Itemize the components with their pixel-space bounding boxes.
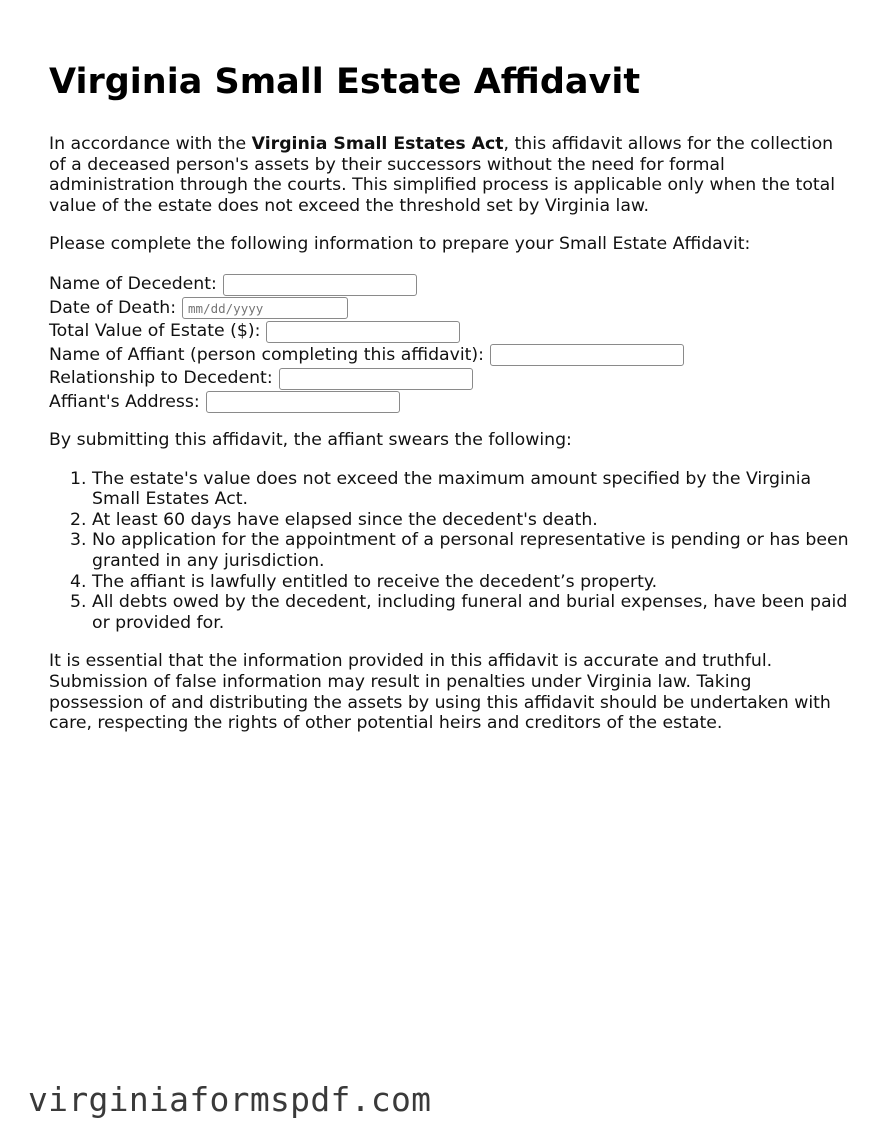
oath-item: 2. At least 60 days have elapsed since the decedent's death.	[92, 510, 849, 531]
instruction-text: Please complete the following information to prepare your Small Estate Affidavit:	[49, 234, 751, 255]
intro-text-after: , this affidavit allows for the collection of a deceased person's assets by their successors without the need for formal administration through the courts. This simplified process is applicable only when the total value of the estate does not exceed the threshold set by Virginia law.	[49, 134, 836, 216]
date-of-death-row	[49, 296, 849, 320]
intro-paragraph	[49, 134, 849, 216]
decedent-name-label: Name of Decedent:	[49, 274, 217, 295]
affidavit-page	[49, 58, 849, 752]
intro-act-name: Virginia Small Estates Act	[251, 134, 504, 154]
intro-text-before: In accordance with the	[49, 134, 252, 154]
oath-item: 4. The affiant is lawfully entitled to receive the decedent’s property.	[92, 572, 849, 593]
affiant-address-row	[49, 390, 849, 414]
relationship-label: Relationship to Decedent:	[49, 368, 273, 389]
affiant-address-label: Affiant's Address:	[49, 391, 200, 412]
affidavit-form	[49, 273, 849, 414]
affiant-name-label: Name of Affiant (person completing this affidavit):	[49, 344, 484, 365]
oath-item: 5. All debts owed by the decedent, including funeral and burial expenses, have been paid or provided for.	[92, 592, 849, 633]
closing-paragraph: It is essential that the information provided in this affidavit is accurate and truthful. Submission of false information may result in penalties under Virginia law. Taking possession of and distributing the assets by using this affidavit should be undertaken with care, respecting the rights of other potential heirs and creditors of the estate.	[49, 651, 831, 734]
oath-list	[49, 469, 849, 634]
estate-value-input[interactable]	[266, 321, 460, 343]
oath-intro: By submitting this affidavit, the affiant swears the following:	[49, 429, 572, 450]
decedent-name-input[interactable]	[223, 274, 417, 296]
relationship-input[interactable]	[279, 368, 473, 390]
decedent-name-row	[49, 273, 849, 297]
relationship-row	[49, 367, 849, 391]
date-of-death-label: Date of Death:	[49, 297, 177, 318]
estate-value-row	[49, 320, 849, 344]
estate-value-label: Total Value of Estate ($):	[49, 321, 261, 342]
oath-item: 1. The estate's value does not exceed the maximum amount specified by the Virginia Small Estates Act.	[92, 469, 849, 510]
page-title: Virginia Small Estate Affidavit	[49, 62, 641, 102]
oath-item: 3. No application for the appointment of a personal representative is pending or has been granted in any jurisdiction.	[92, 530, 849, 571]
affiant-address-input[interactable]	[206, 391, 400, 413]
date-of-death-input[interactable]	[182, 297, 348, 319]
site-watermark: virginiaformspdf.com	[28, 1080, 432, 1119]
affiant-name-row	[49, 343, 849, 367]
affiant-name-input[interactable]	[490, 344, 684, 366]
